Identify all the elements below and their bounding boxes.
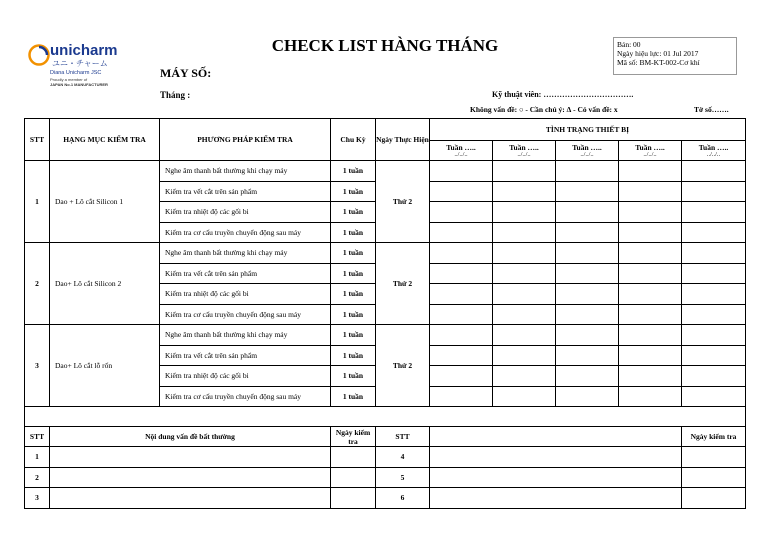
- week-status-cell[interactable]: [430, 181, 493, 202]
- check-method: Kiểm tra cơ cấu truyền chuyển động sau máy: [160, 386, 331, 407]
- week-status-cell[interactable]: [493, 304, 556, 325]
- week-status-cell[interactable]: [493, 325, 556, 346]
- check-cycle: 1 tuần: [331, 161, 376, 182]
- abnormal-stt2: 5: [376, 467, 430, 488]
- logo-jp: ユニ・チャーム: [52, 59, 108, 68]
- week-status-cell[interactable]: [493, 366, 556, 387]
- group-stt: 2: [25, 243, 50, 325]
- company-logo: [28, 42, 123, 94]
- week-status-cell[interactable]: [619, 181, 682, 202]
- week-status-cell[interactable]: [682, 263, 746, 284]
- abnormal-date2-cell[interactable]: [682, 488, 746, 509]
- abnormal-date2-header: Ngày kiểm tra: [682, 427, 746, 447]
- abnormal-row: [25, 488, 746, 509]
- status-legend: Không vấn đề: ○ - Cần chú ý: ∆ - Có vấn đề: x: [470, 105, 618, 114]
- table-row: [25, 243, 746, 264]
- week-status-cell[interactable]: [619, 202, 682, 223]
- effective-date-text: Ngày hiệu lực: 01 Jul 2017: [617, 49, 699, 58]
- week-status-cell[interactable]: [430, 243, 493, 264]
- week-status-cell[interactable]: [682, 284, 746, 305]
- check-cycle: 1 tuần: [331, 366, 376, 387]
- group-day: Thứ 2: [376, 325, 430, 407]
- col-header-item: HẠNG MỤC KIỂM TRA: [50, 119, 160, 161]
- table-row: [25, 161, 746, 182]
- check-cycle: 1 tuần: [331, 222, 376, 243]
- unicharm-logo-icon: [28, 44, 50, 66]
- week-status-cell[interactable]: [682, 161, 746, 182]
- col-header-cycle: Chu Kỳ: [331, 119, 376, 161]
- abnormal-stt: 1: [25, 447, 50, 468]
- logo-name: unicharm: [50, 42, 118, 59]
- check-cycle: 1 tuần: [331, 181, 376, 202]
- check-method: Nghe âm thanh bất thường khi chạy máy: [160, 243, 331, 264]
- week-status-cell[interactable]: [430, 161, 493, 182]
- week-status-cell[interactable]: [682, 181, 746, 202]
- week-status-cell[interactable]: [682, 222, 746, 243]
- week-status-cell[interactable]: [556, 386, 619, 407]
- week-status-cell[interactable]: [493, 345, 556, 366]
- week-status-cell[interactable]: [493, 161, 556, 182]
- week-status-cell[interactable]: [493, 222, 556, 243]
- week-status-cell[interactable]: [619, 222, 682, 243]
- check-method: Kiểm tra cơ cấu truyền chuyển động sau máy: [160, 222, 331, 243]
- week-status-cell[interactable]: [493, 202, 556, 223]
- abnormal-date2-cell[interactable]: [682, 467, 746, 488]
- week-status-cell[interactable]: [682, 366, 746, 387]
- check-method: Kiểm tra vết cắt trên sản phẩm: [160, 345, 331, 366]
- week-status-cell[interactable]: [619, 263, 682, 284]
- check-method: Kiểm tra vết cắt trên sản phẩm: [160, 181, 331, 202]
- week-status-cell[interactable]: [556, 304, 619, 325]
- col-header-stt: STT: [25, 119, 50, 161]
- abnormal-row: [25, 467, 746, 488]
- week-status-cell[interactable]: [556, 263, 619, 284]
- abnormal-stt2: 6: [376, 488, 430, 509]
- week-status-cell[interactable]: [682, 202, 746, 223]
- week-status-cell[interactable]: [556, 325, 619, 346]
- week-status-cell[interactable]: [619, 386, 682, 407]
- abnormal-stt: 3: [25, 488, 50, 509]
- week-status-cell[interactable]: [556, 366, 619, 387]
- abnormal-content-header: Nội dung vấn đề bất thường: [50, 427, 331, 447]
- week-status-cell[interactable]: [619, 161, 682, 182]
- week-status-cell[interactable]: [430, 202, 493, 223]
- check-cycle: 1 tuần: [331, 202, 376, 223]
- document-code-text: Mã số: BM-KT-002-Cơ khí: [617, 58, 700, 67]
- logo-tagline: Proudly a member of JAPAN No.1 MANUFACTURER: [50, 77, 108, 87]
- check-method: Kiểm tra cơ cấu truyền chuyển động sau máy: [160, 304, 331, 325]
- abnormal-date-cell[interactable]: [331, 467, 376, 488]
- abnormal-header-row: [25, 427, 746, 447]
- col-header-method: PHƯƠNG PHÁP KIỂM TRA: [160, 119, 331, 161]
- week-status-cell[interactable]: [430, 284, 493, 305]
- check-method: Nghe âm thanh bất thường khi chạy máy: [160, 325, 331, 346]
- abnormal-stt2-header: STT: [376, 427, 430, 447]
- week-status-cell[interactable]: [430, 366, 493, 387]
- week-status-cell[interactable]: [493, 284, 556, 305]
- check-cycle: 1 tuần: [331, 386, 376, 407]
- col-header-week: Tuần ….. ../../..: [556, 141, 619, 161]
- week-status-cell[interactable]: [619, 304, 682, 325]
- week-status-cell[interactable]: [619, 345, 682, 366]
- check-cycle: 1 tuần: [331, 243, 376, 264]
- spacer-row: [25, 407, 746, 427]
- table-row: [25, 325, 746, 346]
- check-cycle: 1 tuần: [331, 263, 376, 284]
- col-header-week: Tuần ….. ../../..: [493, 141, 556, 161]
- sheet-number: Tờ số…….: [694, 105, 729, 114]
- week-status-cell[interactable]: [493, 181, 556, 202]
- week-status-cell[interactable]: [430, 304, 493, 325]
- week-status-cell[interactable]: [430, 222, 493, 243]
- check-method: Kiểm tra nhiệt độ các gối bi: [160, 284, 331, 305]
- week-status-cell[interactable]: [556, 345, 619, 366]
- group-stt: 1: [25, 161, 50, 243]
- page-title: CHECK LIST HÀNG THÁNG: [271, 36, 499, 55]
- week-status-cell[interactable]: [682, 345, 746, 366]
- abnormal-date-cell[interactable]: [331, 488, 376, 509]
- month-label: Tháng :: [160, 90, 191, 100]
- abnormal-stt-header: STT: [25, 427, 50, 447]
- group-item: Dao+ Lô cắt Silicon 2: [50, 243, 160, 325]
- group-day: Thứ 2: [376, 161, 430, 243]
- week-status-cell[interactable]: [430, 263, 493, 284]
- week-status-cell[interactable]: [430, 325, 493, 346]
- group-item: Dao+ Lô cắt lỗ rốn: [50, 325, 160, 407]
- document-info-box: [613, 37, 737, 75]
- checklist-table: [24, 118, 746, 509]
- check-method: Kiểm tra nhiệt độ các gối bi: [160, 202, 331, 223]
- version-text: Bản: 00: [617, 40, 641, 49]
- week-status-cell[interactable]: [556, 181, 619, 202]
- week-status-cell[interactable]: [682, 243, 746, 264]
- machine-label: MÁY SỐ:: [160, 66, 212, 80]
- logo-subtitle: Diana Unicharm JSC: [50, 70, 102, 76]
- check-method: Kiểm tra vết cắt trên sản phẩm: [160, 263, 331, 284]
- week-status-cell[interactable]: [556, 222, 619, 243]
- group-day: Thứ 2: [376, 243, 430, 325]
- abnormal-row: [25, 447, 746, 468]
- week-status-cell[interactable]: [493, 243, 556, 264]
- week-status-cell[interactable]: [430, 345, 493, 366]
- abnormal-content-cell[interactable]: [50, 488, 331, 509]
- week-status-cell[interactable]: [682, 304, 746, 325]
- abnormal-content2-cell[interactable]: [430, 488, 682, 509]
- week-status-cell[interactable]: [619, 366, 682, 387]
- abnormal-content2-cell[interactable]: [430, 447, 682, 468]
- col-header-date: Ngày Thực Hiện: [376, 119, 430, 161]
- col-header-status: TÌNH TRẠNG THIẾT BỊ: [430, 119, 746, 141]
- week-status-cell[interactable]: [556, 284, 619, 305]
- check-cycle: 1 tuần: [331, 304, 376, 325]
- abnormal-date-cell[interactable]: [331, 447, 376, 468]
- week-status-cell[interactable]: [556, 161, 619, 182]
- week-status-cell[interactable]: [619, 284, 682, 305]
- week-status-cell[interactable]: [556, 202, 619, 223]
- abnormal-stt: 2: [25, 467, 50, 488]
- abnormal-content-cell[interactable]: [50, 467, 331, 488]
- abnormal-stt2: 4: [376, 447, 430, 468]
- check-method: Kiểm tra nhiệt độ các gối bi: [160, 366, 331, 387]
- col-header-week: Tuần ….. ../../..: [619, 141, 682, 161]
- week-status-cell[interactable]: [430, 386, 493, 407]
- abnormal-date2-cell[interactable]: [682, 447, 746, 468]
- abnormal-content-cell[interactable]: [50, 447, 331, 468]
- check-method: Nghe âm thanh bất thường khi chạy máy: [160, 161, 331, 182]
- week-status-cell[interactable]: [682, 386, 746, 407]
- check-cycle: 1 tuần: [331, 325, 376, 346]
- week-status-cell[interactable]: [619, 325, 682, 346]
- col-header-week: Tuần ….. ../../..: [430, 141, 493, 161]
- week-status-cell[interactable]: [493, 386, 556, 407]
- week-status-cell[interactable]: [619, 243, 682, 264]
- abnormal-date-header: Ngày kiểm tra: [331, 427, 376, 447]
- week-status-cell[interactable]: [556, 243, 619, 264]
- check-cycle: 1 tuần: [331, 345, 376, 366]
- week-status-cell[interactable]: [493, 263, 556, 284]
- group-item: Dao + Lô cắt Silicon 1: [50, 161, 160, 243]
- abnormal-content2-cell[interactable]: [430, 467, 682, 488]
- group-stt: 3: [25, 325, 50, 407]
- week-status-cell[interactable]: [682, 325, 746, 346]
- technician-field: Kỹ thuật viên: …………………………….: [492, 90, 634, 99]
- col-header-week: Tuần ….. ../../..: [682, 141, 746, 161]
- check-cycle: 1 tuần: [331, 284, 376, 305]
